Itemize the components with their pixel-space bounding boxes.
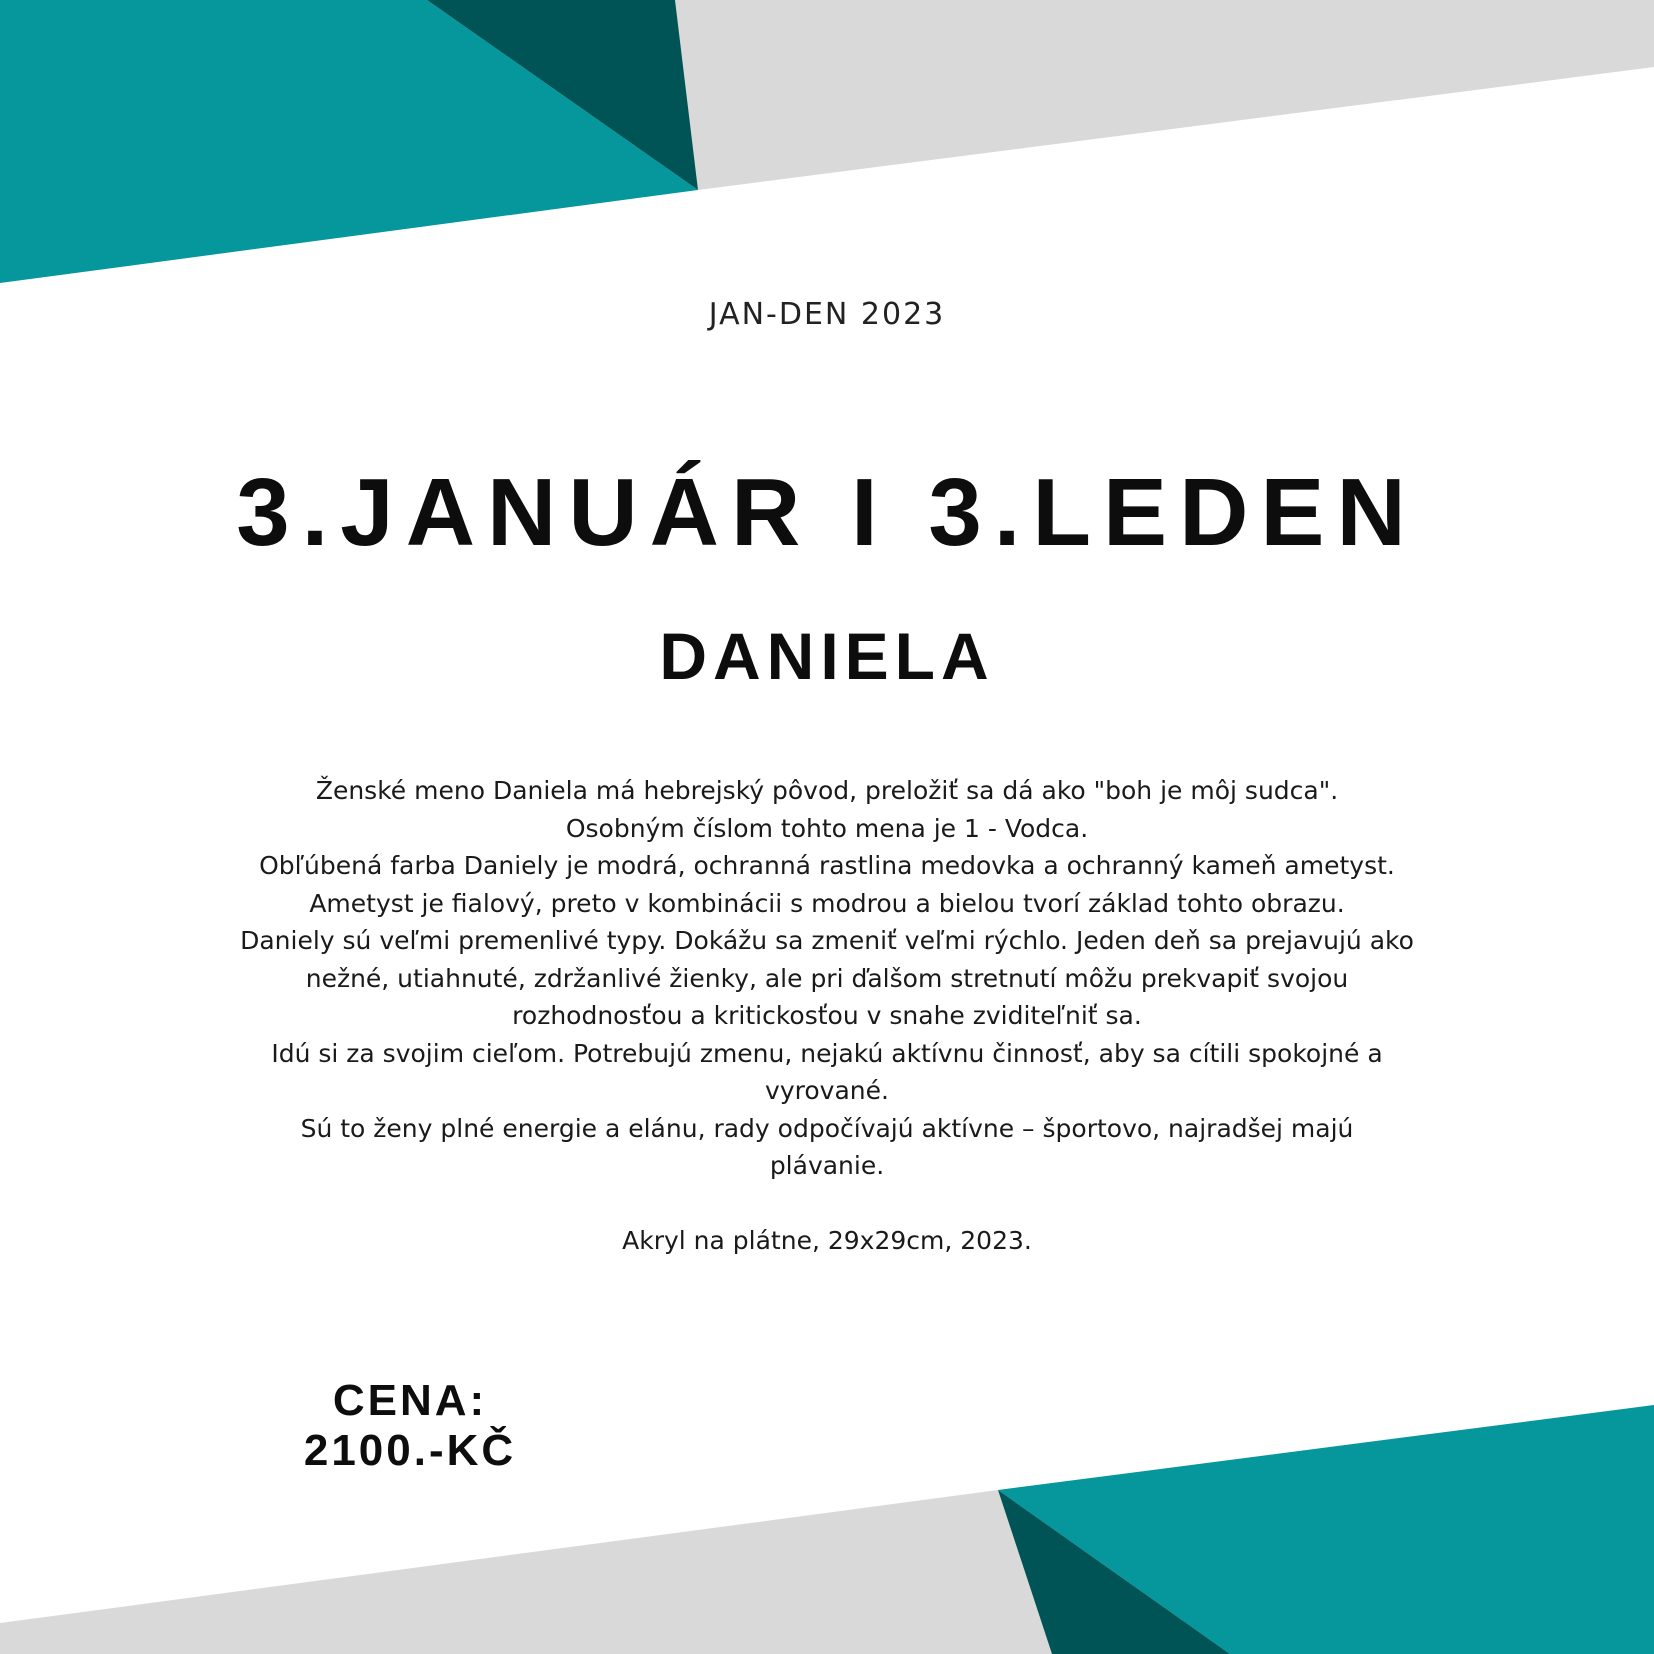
description-paragraph: Idú si za svojim cieľom. Potrebujú zmenu, nejakú aktívnu činnosť, aby sa cítili spokojné a vyrované. [271, 1038, 1383, 1105]
price-value: 2100.-KČ [303, 1426, 517, 1475]
description-paragraph: Ženské meno Daniela má hebrejský pôvod, preložiť sa dá ako "boh je môj sudca". [315, 776, 1339, 805]
artwork-medium: Akryl na plátne, 29x29cm, 2023. [622, 1226, 1032, 1255]
description-paragraph: Sú to ženy plné energie a elánu, rady odpočívajú aktívne – športovo, najradšej majú plávanie. [300, 1113, 1354, 1180]
description-paragraph: Daniely sú veľmi premenlivé typy. Dokážu sa zmeniť veľmi rýchlo. Jeden deň sa prejavujú ako nežné, utiahnuté, zdržanlivé žienky, ale pri ďalšom stretnutí môžu prekvapiť svojou rozhodnosťou a kritickosťou v snahe zviditeľniť sa. [240, 926, 1414, 1030]
paragraph-spacer [240, 1185, 1414, 1223]
overline-date: JAN-DEN 2023 [708, 297, 946, 332]
price-block [260, 1376, 560, 1476]
name-heading: DANIELA [659, 619, 995, 693]
description-paragraph: Obľúbená farba Daniely je modrá, ochranná rastlina medovka a ochranný kameň ametyst. Ametyst je fialový, preto v kombinácii s modrou a bielou tvorí základ tohto obrazu. [259, 851, 1395, 918]
top-gray-band [675, 0, 1654, 190]
page-title: 3.JANUÁR I 3.LEDEN [236, 459, 1418, 566]
price-label: CENA: [332, 1376, 488, 1425]
description-paragraph: Osobným číslom tohto mena je 1 - Vodca. [565, 813, 1089, 843]
bottom-gray-band [0, 1490, 1052, 1654]
description [240, 772, 1414, 1260]
